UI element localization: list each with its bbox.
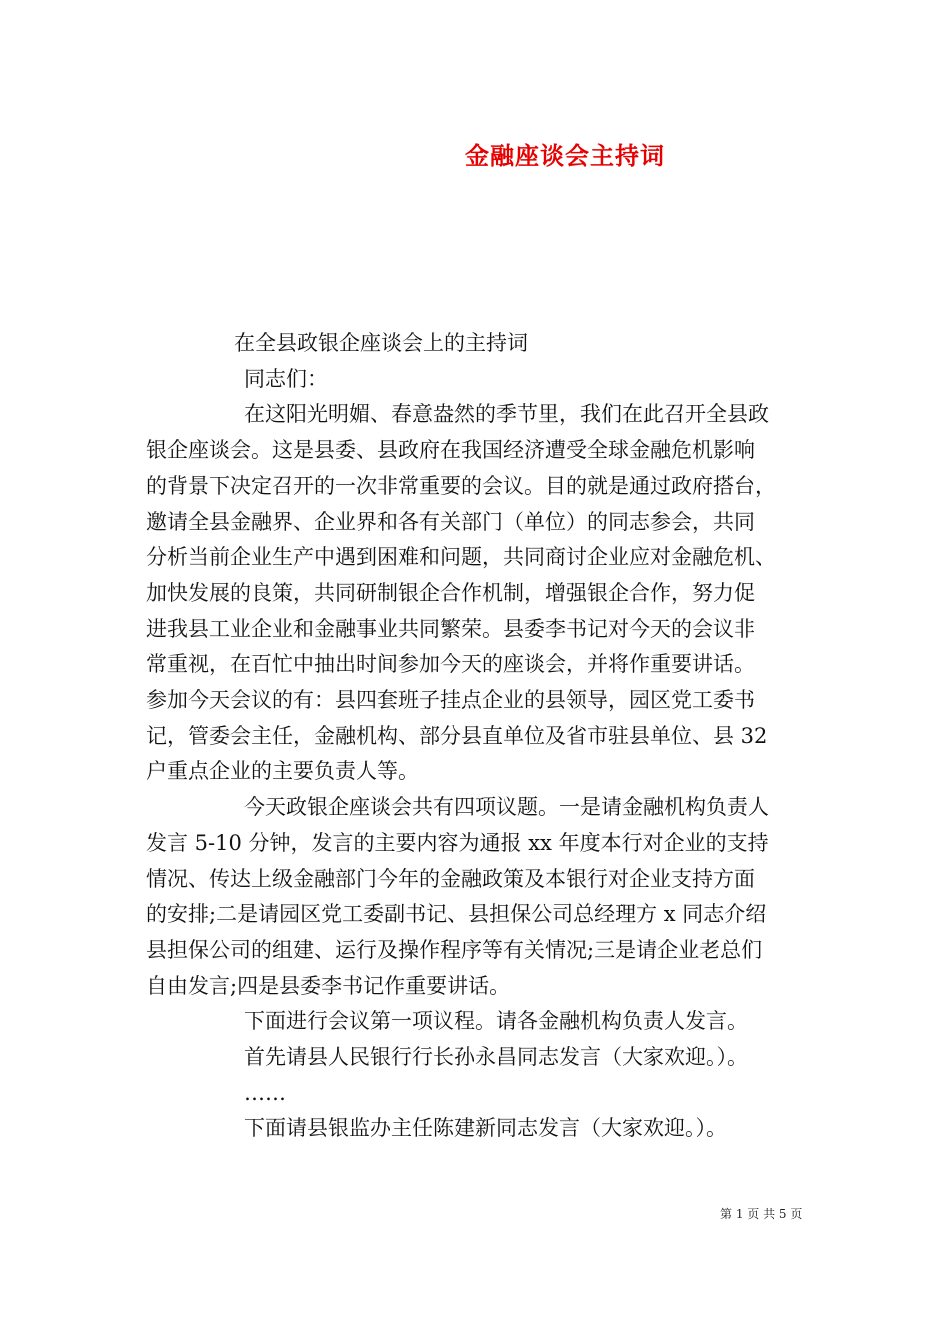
document-body (146, 326, 816, 1147)
paragraph-line: 参加今天会议的有：县四套班子挂点企业的县领导，园区党工委书 (146, 688, 755, 713)
paragraph-line: 银企座谈会。这是县委、县政府在我国经济遭受全球金融危机影响 (146, 438, 755, 463)
paragraph-line: 情况、传达上级金融部门今年的金融政策及本银行对企业支持方面 (146, 866, 755, 891)
paragraph-line: 发言 5-10 分钟，发言的主要内容为通报 xx 年度本行对企业的支持 (146, 830, 769, 855)
paragraph-line: 的背景下决定召开的一次非常重要的会议。目的就是通过政府搭台， (146, 473, 776, 498)
paragraph-line: 自由发言;四是县委李书记作重要讲话。 (146, 973, 511, 998)
paragraph-line: 下面请县银监办主任陈建新同志发言（大家欢迎。）。 (244, 1116, 727, 1141)
ellipsis-line: …… (244, 1080, 286, 1105)
page-number: 第 1 页 共 5 页 (720, 1207, 803, 1221)
paragraph-line: 邀请全县金融界、企业界和各有关部门（单位）的同志参会，共同 (146, 509, 755, 534)
paragraph-line: 加快发展的良策，共同研制银企合作机制，增强银企合作，努力促 (146, 580, 755, 605)
paragraph-line: 进我县工业企业和金融事业共同繁荣。县委李书记对今天的会议非 (146, 616, 755, 641)
paragraph-line: 常重视，在百忙中抽出时间参加今天的座谈会，并将作重要讲话。 (146, 652, 755, 677)
paragraph-line: 首先请县人民银行行长孙永昌同志发言（大家欢迎。）。 (244, 1045, 748, 1070)
paragraph-line: 今天政银企座谈会共有四项议题。一是请金融机构负责人 (244, 795, 769, 820)
paragraph-line: 分析当前企业生产中遇到困难和问题，共同商讨企业应对金融危机、 (146, 545, 776, 570)
paragraph-line: 县担保公司的组建、运行及操作程序等有关情况;三是请企业老总们 (146, 937, 763, 962)
paragraph-line: 户重点企业的主要负责人等。 (146, 759, 419, 784)
paragraph-line: 记，管委会主任，金融机构、部分县直单位及省市驻县单位、县 32 (146, 723, 768, 748)
paragraph-line: 的安排;二是请园区党工委副书记、县担保公司总经理方 x 同志介绍 (146, 902, 767, 927)
document-title: 金融座谈会主持词 (465, 141, 665, 170)
salutation: 同志们： (244, 366, 328, 391)
speech-title: 在全县政银企座谈会上的主持词 (234, 331, 528, 355)
paragraph-line: 下面进行会议第一项议程。请各金融机构负责人发言。 (244, 1009, 748, 1034)
paragraph-line: 在这阳光明媚、春意盎然的季节里，我们在此召开全县政 (244, 402, 769, 427)
